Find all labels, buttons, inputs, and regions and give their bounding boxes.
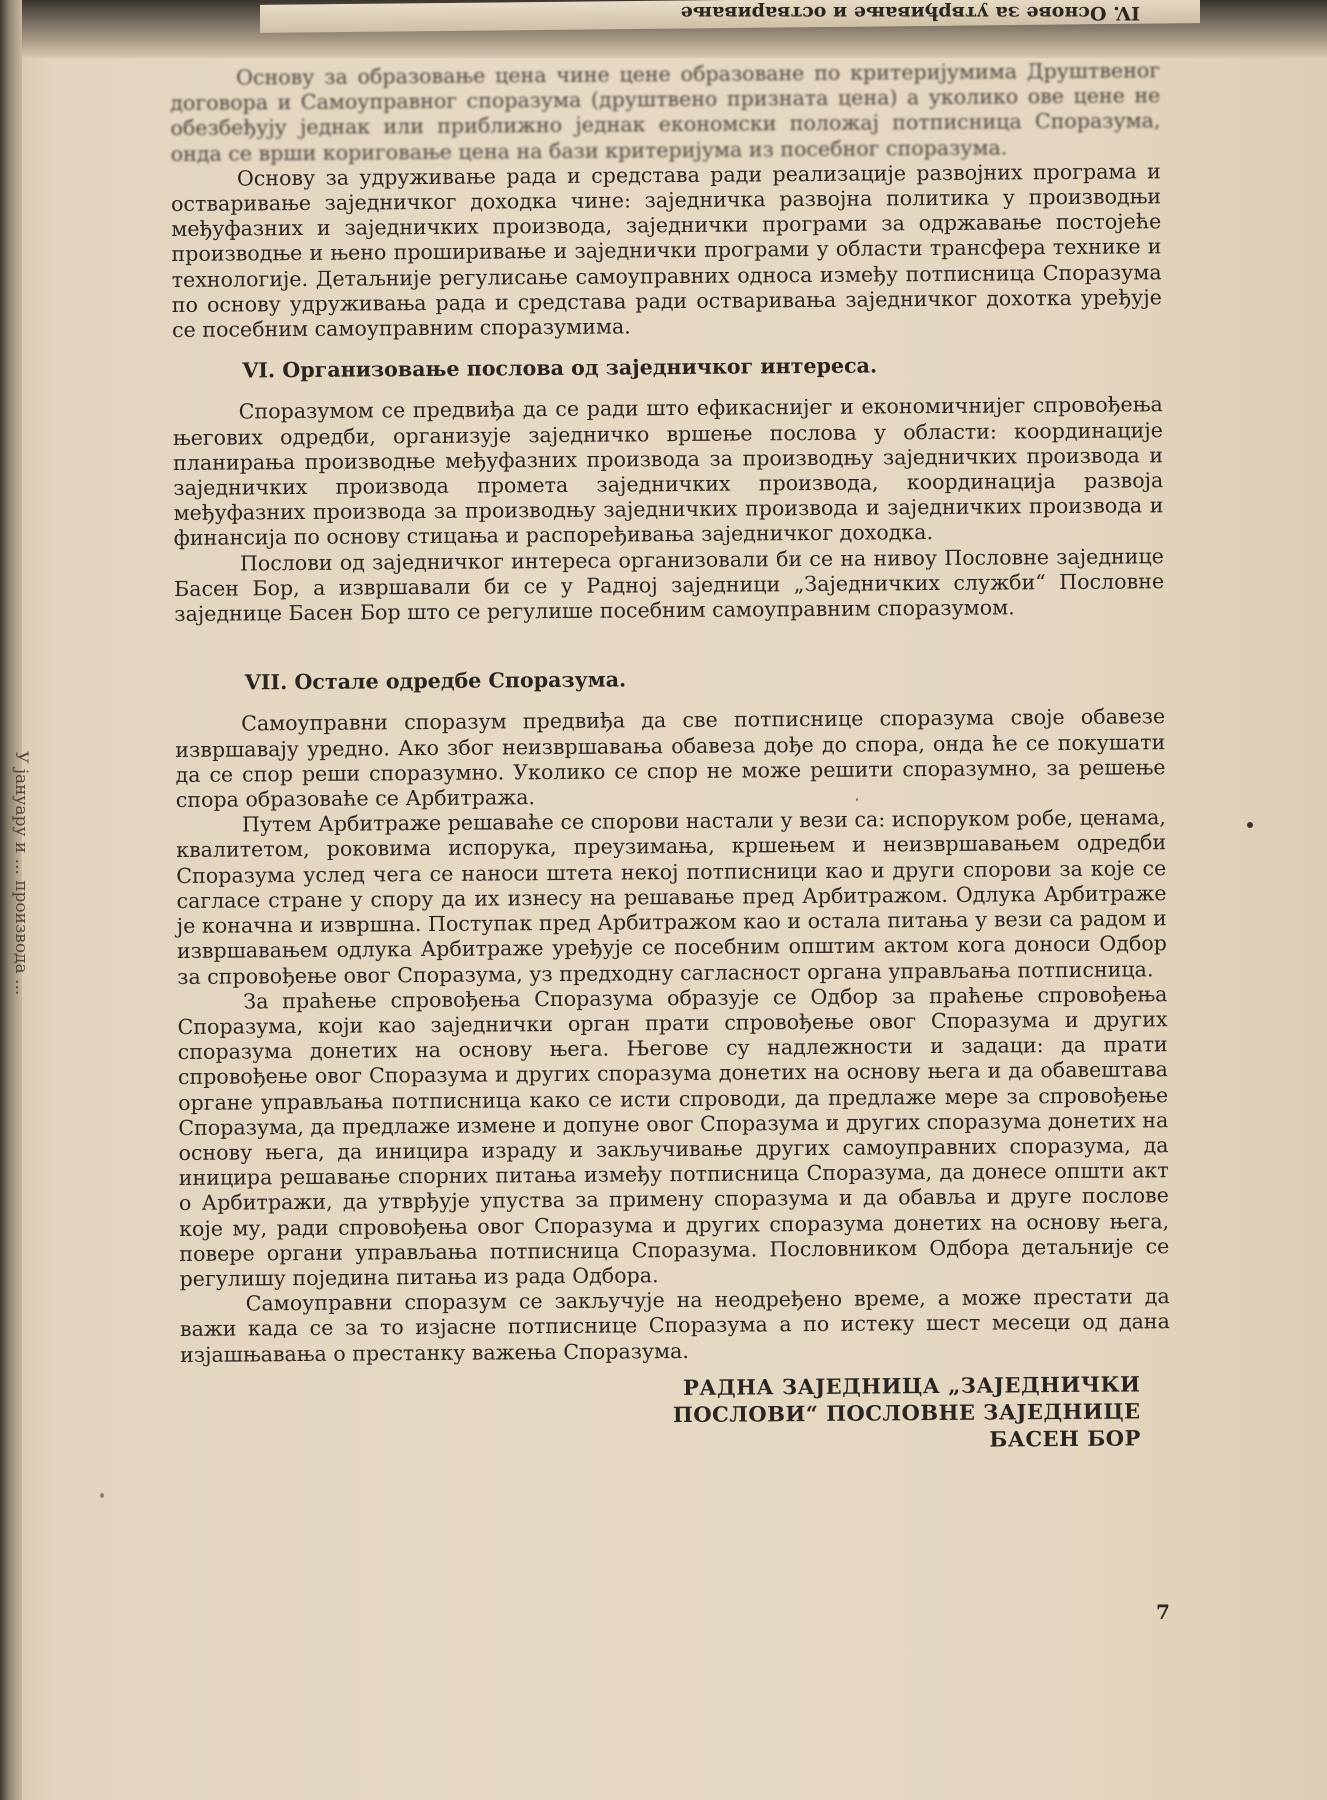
section-vi-paragraph-1: Споразумом се предвиђа да се ради што ефикаснијег и економичнијег спровођења његових одредби, организује заједничко вршење послова у области: координације планирања производње међуфазних производа за производњу заједничких производа и заједничких производа промета заједничких производа, координација развоја међуфазних производа за производњу заједничких производа и заједничких производа и финансија по основу стицања и распоређивања заједничког доходка. bbox=[172, 392, 1164, 551]
running-header-mirrored: IV. Основе за утврђивање и остваривање bbox=[680, 2, 1140, 24]
paper-speck bbox=[856, 798, 858, 801]
side-margin-text: У јануару и ... производа ... bbox=[11, 751, 31, 996]
signature-block bbox=[670, 1370, 1141, 1455]
signature-line-2: ПОСЛОВИ“ ПОСЛОВНЕ ЗАЈЕДНИЦЕ bbox=[672, 1398, 1141, 1427]
section-vi-paragraph-2: Послови од заједничког интереса организовали би се на нивоу Пословне заједнице Басен Бор, а извршавали би се у Радној заједници „Заједничких служби“ Пословне заједнице Басен Бор што се регулише посебним самоуправним споразумом. bbox=[174, 543, 1165, 627]
section-vii-heading: VII. Остале одредбе Споразума. bbox=[244, 667, 627, 695]
paper-speck bbox=[100, 1493, 104, 1498]
section-vii-paragraph-3: За праћење спровођења Споразума образује се Одбор за праћење спровођења Споразума, који као заједнички орган прати спровођење овог Споразума и других споразума донетих на основу њега. Његове су надлежности и задаци: да прати спровођење овог Споразума и других споразума донетих на основу њега и да обавештава органе управљања потписница како се исти спроводи, да предлаже мере за спровођење Споразума, да предлаже измене и допуне овог Споразума и других споразума донетих на основу њега, да иницира израду и закључивање других самоуправних споразума, да иницира решавање спорних питања између потписница Споразума, да донесе општи акт о Арбитражи, да утврђује упуства за примену споразума и да обавља и друге послове које му, ради спровођења овог Споразума и других споразума донетих на основу њега, повере органи управљања потписница Споразума. Пословником Одбора детаљније се регулишу поједина питања из рада Одбора. bbox=[177, 981, 1170, 1291]
section-vii-paragraph-2: Путем Арбитраже решаваће се спорови настали у вези са: испоруком робе, ценама, квалитетом, роковима испорука, преузимања, кршењем и неизвршавањем одредби Споразума услед чега се наноси штета некој потписници као и други спорови за које се сагласе стране у спору да их изнесу на решавање пред Арбитражом. Одлука Арбитраже је коначна и извршна. Поступак пред Арбитражом као и остала питања у вези са радом и извршавањем одлука Арбитраже уређује се посебним општим актом кога доноси Одбор за спровођење овог Споразума, уз предходну сагласност органа управљања потписница. bbox=[176, 805, 1168, 989]
section-vii-paragraph-4: Самоуправни споразум се закључује на неодређено време, а може престати да важи када се за то изјасне потписнице Споразума а по истеку шест месеци од дана изјашњавања о престанку важења Споразума. bbox=[179, 1284, 1170, 1367]
signature-line-3: БАСЕН БОР bbox=[989, 1425, 1141, 1452]
text-column bbox=[170, 58, 1171, 1458]
section-vi-heading: VI. Организовање послова од заједничког интереса. bbox=[242, 353, 878, 383]
intro-paragraph-1: Основу за образовање цена чине цене образоване по критеријумима Друштвеног договора и Самоуправног споразума (друштвено призната цена) а уколико ове цене не обезбеђују једнак или приближно једнак економски положај потписница Споразума, онда се врши кориговање цена на бази критеријума из посебног споразума. bbox=[170, 58, 1161, 166]
paper-speck bbox=[1247, 822, 1253, 828]
page-number: 7 bbox=[1156, 1600, 1170, 1624]
section-vii-paragraph-1: Самоуправни споразум предвиђа да све потписнице споразума своје обавезе извршавају уредно. Ако због неизвршавања обавеза дође до спора, онда ће се покушати да се спор реши споразумно. Уколико се спор не може решити споразумно, за решење спора образоваће се Арбитража. bbox=[175, 704, 1166, 813]
signature-line-1: РАДНА ЗАЈЕДНИЦА „ЗАЈЕДНИЧКИ bbox=[682, 1371, 1141, 1400]
intro-paragraph-2: Основу за удруживање рада и средстава ради реализације развојних програма и остваривање заједничког доходка чине: заједничка развојна политика у производњи међуфазних и заједничких производа, заједнички програми за одржавање постојеће производње и њено проширивање и заједнички програми у области трансфера технике и технологије. Детаљније регулисање самоуправних односа између потписница Споразума по основу удруживања рада и средстава ради остваривања заједничког дохотка уређује се посебним самоуправним споразумима. bbox=[170, 159, 1162, 343]
